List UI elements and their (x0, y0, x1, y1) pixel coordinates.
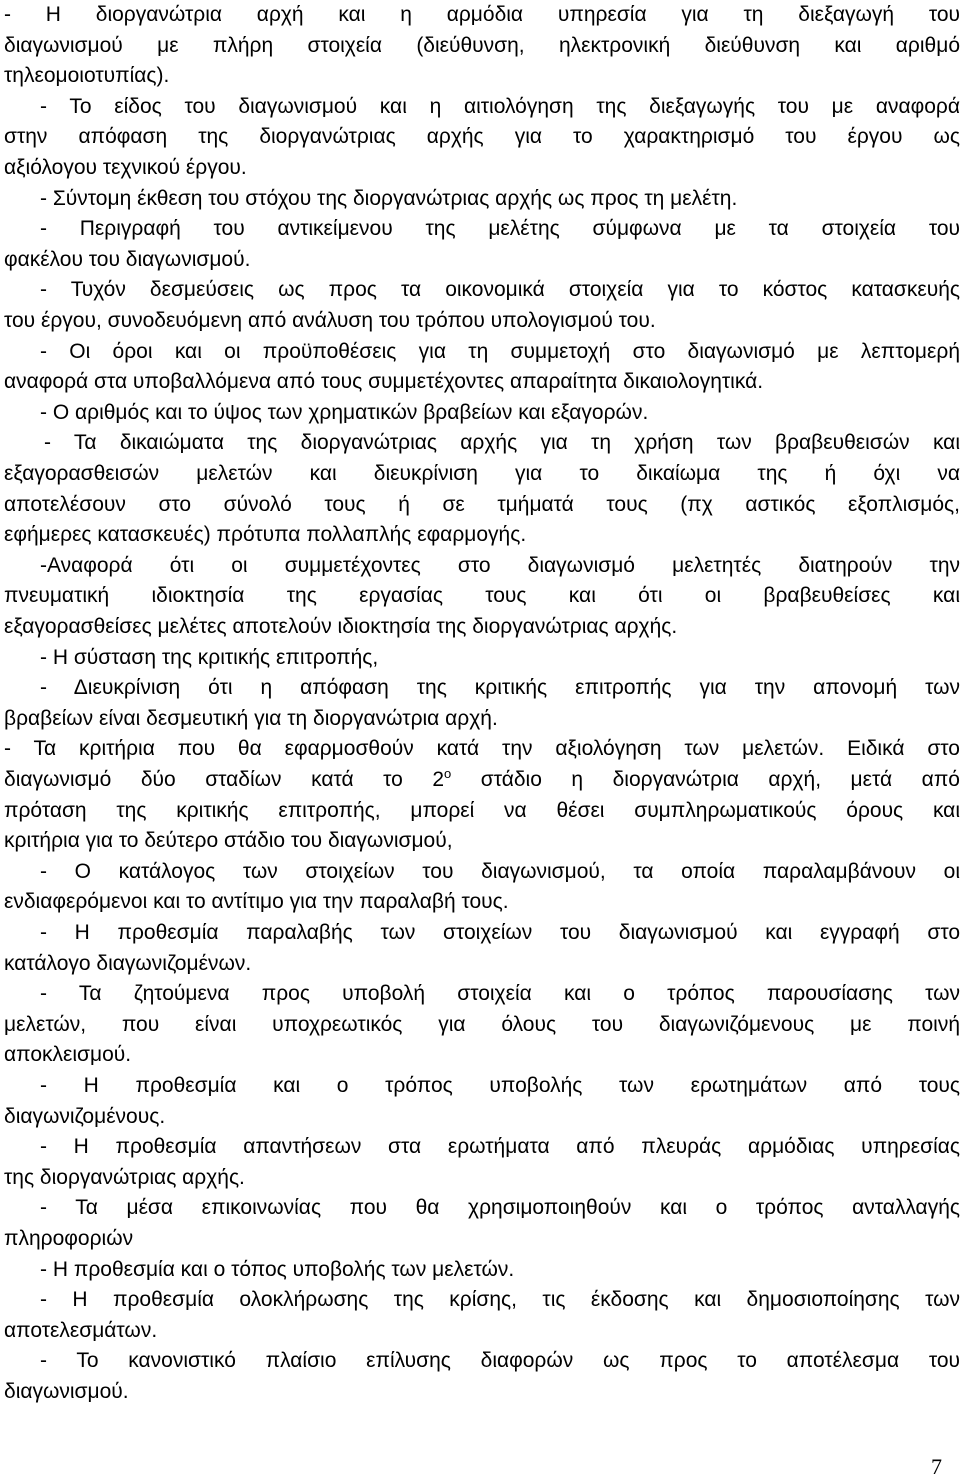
line-text: - Τα κριτήρια που θα εφαρμοσθούν κατά την αξιολόγηση των μελετών. Ειδικά στο (4, 737, 960, 761)
line-text: - Τα ζητούμενα προς υποβολή στοιχεία και ο τρόπος παρουσίασης των (40, 982, 960, 1006)
line-text: αξιόλογου τεχνικού έργου. (4, 156, 247, 179)
text-line (4, 337, 960, 367)
text-line (4, 1346, 960, 1376)
line-text: - Η προθεσμία και ο τόπος υποβολής των μελετών. (40, 1257, 515, 1281)
line-text: διαγωνιζομένους. (4, 1104, 166, 1128)
text-line (4, 612, 960, 642)
text-line (4, 1010, 960, 1040)
line-text: - Το κανονιστικό πλαίσιο επίλυσης διαφορών ως προς το αποτέλεσμα του (40, 1349, 960, 1373)
line-text: - Τα δικαιώματα της διοργανώτριας αρχής για τη χρήση των βραβευθεισών και (44, 431, 960, 455)
text-line (4, 61, 960, 91)
text-line (4, 245, 960, 275)
line-text: αποτελεσμάτων. (4, 1318, 158, 1342)
line-text: -Αναφορά ότι οι συμμετέχοντες στο διαγωνισμό μελετητές διατηρούν την (40, 553, 960, 577)
line-text: μελετών, που είναι υποχρεωτικός για όλους του διαγωνιζόμενους με ποινή (4, 1012, 960, 1036)
text-line (4, 214, 960, 244)
line-text: διαγωνισμού με πλήρη στοιχεία (διεύθυνση, ηλεκτρονική διεύθυνση και αριθμό (4, 33, 960, 57)
line-text: εφήμερες κατασκευές) πρότυπα πολλαπλής εφαρμογής. (4, 523, 527, 547)
text-line (4, 796, 960, 826)
line-text: της διοργανώτριας αρχής. (4, 1165, 245, 1189)
line-text: αποκλεισμού. (4, 1043, 132, 1067)
text-line (4, 765, 960, 795)
line-text: - Η προθεσμία απαντήσεων στα ερωτήματα από πλευράς αρμόδιας υπηρεσίας (40, 1135, 960, 1159)
text-line (4, 643, 960, 673)
text-line (4, 0, 960, 30)
line-text: - Η διοργανώτρια αρχή και η αρμόδια υπηρεσία για τη διεξαγωγή του (4, 3, 960, 26)
text-line (4, 1163, 960, 1193)
line-text: φακέλου του διαγωνισμού. (4, 247, 251, 271)
text-line (4, 1224, 960, 1254)
text-line (4, 1071, 960, 1101)
text-line (4, 306, 960, 336)
text-line (4, 581, 960, 611)
line-text: - Ο κατάλογος των στοιχείων του διαγωνισμού, τα οποία παραλαμβάνουν οι (40, 859, 960, 883)
page-number: 7 (931, 1454, 942, 1479)
line-text: κριτήρια για το δεύτερο στάδιο του διαγωνισμού, (4, 829, 453, 853)
line-text: - Ο αριθμός και το ύψος των χρηματικών βραβείων και εξαγορών. (40, 400, 649, 424)
line-text: - Το είδος του διαγωνισμού και η αιτιολόγηση της διεξαγωγής του με αναφορά (40, 94, 960, 118)
text-line (4, 275, 960, 305)
line-text: διαγωνισμού. (4, 1380, 129, 1403)
text-line (4, 826, 960, 856)
text-line (4, 1255, 960, 1285)
line-text: πληροφοριών (4, 1227, 134, 1250)
text-line (4, 1377, 960, 1407)
line-text: - Οι όροι και οι προϋποθέσεις για τη συμμετοχή στο διαγωνισμό με λεπτομερή (40, 339, 960, 363)
text-line (4, 428, 960, 458)
line-text: - Η προθεσμία παραλαβής των στοιχείων του διαγωνισμού και εγγραφή στο (40, 921, 960, 944)
text-line (4, 551, 960, 581)
text-line (4, 184, 960, 214)
line-text: - Η προθεσμία και ο τρόπος υποβολής των ερωτημάτων από τους (40, 1074, 960, 1097)
line-text: στην απόφαση της διοργανώτριας αρχής για το χαρακτηρισμό του έργου ως (4, 125, 960, 149)
text-line (4, 459, 960, 489)
text-line (4, 122, 960, 152)
text-line (4, 31, 960, 61)
text-line (4, 490, 960, 520)
line-text: εξαγορασθεισών μελετών και διευκρίνιση για το δικαίωμα της ή όχι να (4, 462, 960, 485)
line-text: του έργου, συνοδευόμενη από ανάλυση του τρόπου υπολογισμού του. (4, 309, 656, 332)
text-line (4, 673, 960, 703)
line-text-continued: στάδιο η διοργανώτρια αρχή, μετά από (451, 768, 960, 791)
line-text: διαγωνισμό δύο σταδίων κατά το 2 (4, 768, 444, 791)
line-text: πρόταση της κριτικής επιτροπής, μπορεί να θέσει συμπληρωματικούς όρους και (4, 798, 960, 822)
text-line (4, 734, 960, 764)
text-line (4, 887, 960, 917)
line-text: - Διευκρίνιση ότι η απόφαση της κριτικής επιτροπής για την απονομή των (40, 676, 960, 700)
line-text: - Τα μέσα επικοινωνίας που θα χρησιμοποιηθούν και ο τρόπος ανταλλαγής (40, 1196, 960, 1220)
line-text: αποτελέσουν στο σύνολό τους ή σε τμήματά τους (πχ αστικός εξοπλισμός, (4, 492, 960, 516)
text-line (4, 1040, 960, 1070)
text-line (4, 1316, 960, 1346)
text-line (4, 704, 960, 734)
line-text: εξαγορασθείσες μελέτες αποτελούν ιδιοκτησία της διοργανώτριας αρχής. (4, 615, 678, 638)
superscript: ο (444, 766, 452, 781)
text-line (4, 857, 960, 887)
line-text: - Περιγραφή του αντικείμενου της μελέτης σύμφωνα με τα στοιχεία του (40, 217, 960, 241)
text-line (4, 949, 960, 979)
line-text: - Σύντομη έκθεση του στόχου της διοργανώτριας αρχής ως προς τη μελέτη. (40, 186, 738, 210)
line-text: ενδιαφερόμενοι και το αντίτιμο για την παραλαβή τους. (4, 890, 509, 914)
line-text: - Τυχόν δεσμεύσεις ως προς τα οικονομικά στοιχεία για το κόστος κατασκευής (40, 278, 960, 302)
text-line (4, 1193, 960, 1223)
line-text: - Η σύσταση της κριτικής επιτροπής, (40, 645, 379, 669)
text-line (4, 1102, 960, 1132)
line-text: - Η προθεσμία ολοκλήρωσης της κρίσης, τις έκδοσης και δημοσιοποίησης των (40, 1288, 960, 1312)
text-line (4, 367, 960, 397)
text-line (4, 520, 960, 550)
text-line (4, 1285, 960, 1315)
line-text: κατάλογο διαγωνιζομένων. (4, 951, 252, 975)
line-text: αναφορά στα υποβαλλόμενα από τους συμμετέχοντες απαραίτητα δικαιολογητικά. (4, 370, 764, 394)
text-line (4, 92, 960, 122)
line-text: βραβείων είναι δεσμευτική για τη διοργανώτρια αρχή. (4, 706, 498, 730)
line-text: πνευματική ιδιοκτησία της εργασίας τους και ότι οι βραβευθείσες και (4, 584, 960, 608)
text-line (4, 918, 960, 948)
text-line (4, 153, 960, 183)
line-text: τηλεομοιοτυπίας). (4, 64, 170, 88)
text-line (4, 979, 960, 1009)
text-line (4, 398, 960, 428)
text-line (4, 1132, 960, 1162)
